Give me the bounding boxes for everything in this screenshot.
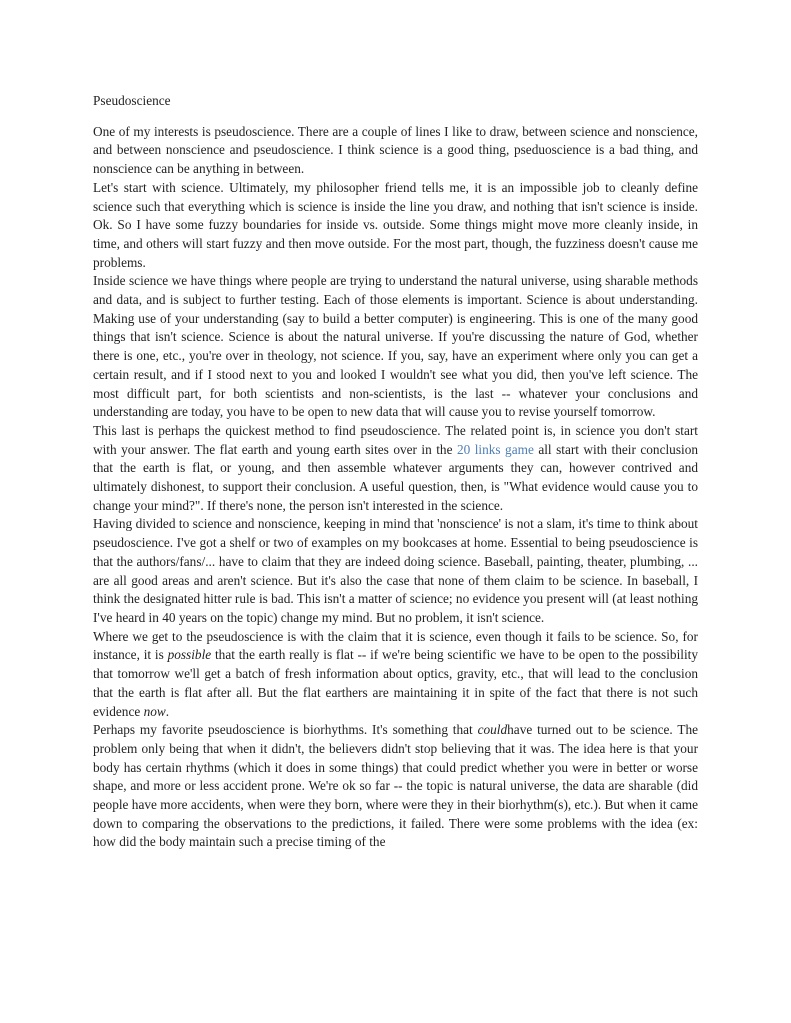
paragraph-5: Having divided to science and nonscience, keeping in mind that 'nonscience' is not a slam, it's time to think about pseudoscience. I've got a shelf or two of examples on my bookcases at home. Essential to being pseudoscience is that the authors/fans/... have to claim that they are indeed doing science. Baseball, painting, theater, plumbing, ... are all good areas and aren't science. But it's also the case that none of them claim to be science. In baseball, I think the designated hitter rule is bad. This isn't a matter of science; no evidence you present will (at least nothing I've heard in 40 years on the topic) change my mind. But no problem, it isn't science. [93,516,698,625]
document-title: Pseudoscience [93,93,171,108]
paragraph-6 [93,628,698,722]
paragraph-6-text-a: Where we get to the pseudoscience is with the claim that it is science, even though it fails to be science. So, for instance, it is [93,628,698,663]
paragraph-3: Inside science we have things where people are trying to understand the natural universe, using sharable methods and data, and is subject to further testing. Each of those elements is important. Science is about understanding. Making use of your understanding (say to build a better computer) is engineering. This is one of the many good things that isn't science. Science is about the natural universe. If you're discussing the nature of God, whether there is one, etc., you're over in theology, not science. If you, say, have an experiment where only you can get a certain result, and if I stood next to you and looked I wouldn't see what you did, then you've left science. The most difficult part, for both scientists and non-scientists, is the last -- whatever your conclusions and understanding are today, you have to be open to new data that will cause you to revise yourself tomorrow. [93,273,698,420]
paragraph-4-text-a: This last is perhaps the quickest method to find pseudoscience. The related point is, in science you don't start with your answer. The flat earth and young earth sites over in the [93,422,698,457]
emphasis-now: now [143,703,166,719]
paragraph-6-text-c: . [165,703,170,719]
paragraph-4-text-b: all start with their conclusion that the earth is flat, or young, and then assemble whatever arguments they can, however contrived and ultimately dishonest, to support their conclusion. A useful question, then, is "What evidence would cause you to change your mind?". If there's none, the person isn't interested in the science. [93,441,698,513]
paragraph-4 [93,422,698,516]
emphasis-could: could [477,722,508,738]
document-page [93,92,698,852]
paragraph-1: One of my interests is pseudoscience. There are a couple of lines I like to draw, between science and nonscience, and between nonscience and pseudoscience. I think science is a good thing, pseduoscience is a bad thing, and nonscience can be anything in between. [93,123,698,177]
paragraph-7 [93,721,698,852]
paragraph-7-text-b: have turned out to be science. The problem only being that when it didn't, the believers didn't stop believing that it was. The idea here is that your body has certain rhythms (which it does in some things) that could predict whether you were in better or worse shape, and more or less accident prone. We're ok so far -- the topic is natural universe, the data are sharable (did people have more accidents, when were they born, where were they in their biorhythm(s), etc.). But when it came down to comparing the observations to the predictions, it failed. There were some problems with the idea (ex: how did the body maintain such a precise timing of the [93,722,699,850]
emphasis-possible: possible [167,647,212,663]
twenty-links-game-link[interactable]: 20 links game [456,441,534,457]
paragraph-7-text-a: Perhaps my favorite pseudoscience is biorhythms. It's something that [93,722,478,738]
paragraph-2: Let's start with science. Ultimately, my philosopher friend tells me, it is an impossible job to cleanly define science such that everything which is science is inside the line you draw, and nothing that isn't science is inside. Ok. So I have some fuzzy boundaries for inside vs. outside. Some things might move more cleanly inside, in time, and others will start fuzzy and then move outside. For the most part, though, the fuzziness doesn't cause me problems. [93,179,698,270]
paragraph-6-text-b: that the earth really is flat -- if we're being scientific we have to be open to the possibility that tomorrow we'll get a batch of fresh information about optics, gravity, etc., that will lead to the conclusion that the earth is flat after all. But the flat earthers are maintaining it in spite of the fact that there is not such evidence [93,647,698,719]
